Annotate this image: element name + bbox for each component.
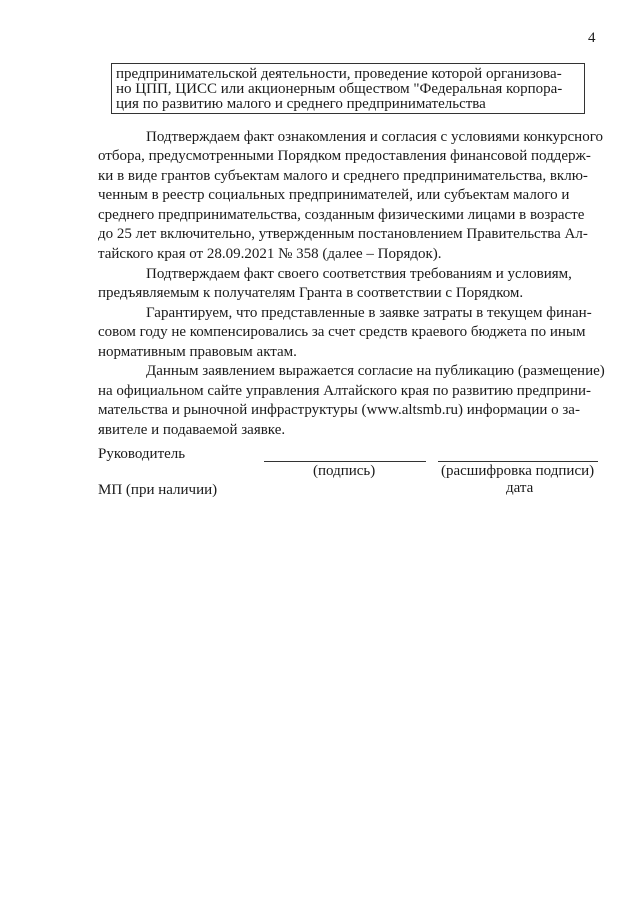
para-line: Подтверждаем факт своего соответствия требованиям и условиям,	[146, 266, 572, 282]
para-line: отбора, предусмотренными Порядком предоставления финансовой поддерж-	[98, 148, 591, 164]
page-number: 4	[588, 30, 596, 46]
para-line: ченным в реестр социальных предпринимателей, или субъектам малого и	[98, 187, 570, 203]
para-line: среднего предпринимательства, созданным физическими лицами в возрасте	[98, 207, 585, 223]
decode-caption: (расшифровка подписи)	[441, 463, 595, 479]
boxed-text-line-1: предпринимательской деятельности, проведение которой организова-	[116, 66, 562, 82]
para-line: ки в виде грантов субъектам малого и среднего предпринимательства, вклю-	[98, 168, 588, 184]
para-line: нормативным правовым актам.	[98, 344, 297, 360]
para-line: Гарантируем, что представленные в заявке затраты в текущем финан-	[146, 305, 592, 321]
head-label: Руководитель	[98, 446, 186, 462]
para-line: Подтверждаем факт ознакомления и согласия с условиями конкурсного	[146, 129, 603, 145]
decode-line	[438, 461, 598, 462]
stamp-label: МП (при наличии)	[98, 482, 218, 498]
para-line: Данным заявлением выражается согласие на публикацию (размещение)	[146, 363, 605, 379]
date-caption: дата	[506, 480, 534, 496]
signature-line	[264, 461, 426, 462]
para-line: мательства и рыночной инфраструктуры (www.altsmb.ru) информации о за-	[98, 402, 580, 418]
para-line: совом году не компенсировались за счет средств краевого бюджета по иным	[98, 324, 586, 340]
para-line: тайского края от 28.09.2021 № 358 (далее – Порядок).	[98, 246, 442, 262]
boxed-text-line-3: ция по развитию малого и среднего предпринимательства	[116, 96, 486, 112]
para-line: на официальном сайте управления Алтайского края по развитию предприни-	[98, 383, 592, 399]
para-line: предъявляемым к получателям Гранта в соответствии с Порядком.	[98, 285, 524, 301]
signature-caption: (подпись)	[313, 463, 376, 479]
para-line: до 25 лет включительно, утвержденным постановлением Правительства Ал-	[98, 226, 588, 242]
boxed-text-line-2: но ЦПП, ЦИСС или акционерным обществом "Федеральная корпора-	[116, 81, 563, 97]
para-line: явителе и подаваемой заявке.	[98, 422, 286, 438]
